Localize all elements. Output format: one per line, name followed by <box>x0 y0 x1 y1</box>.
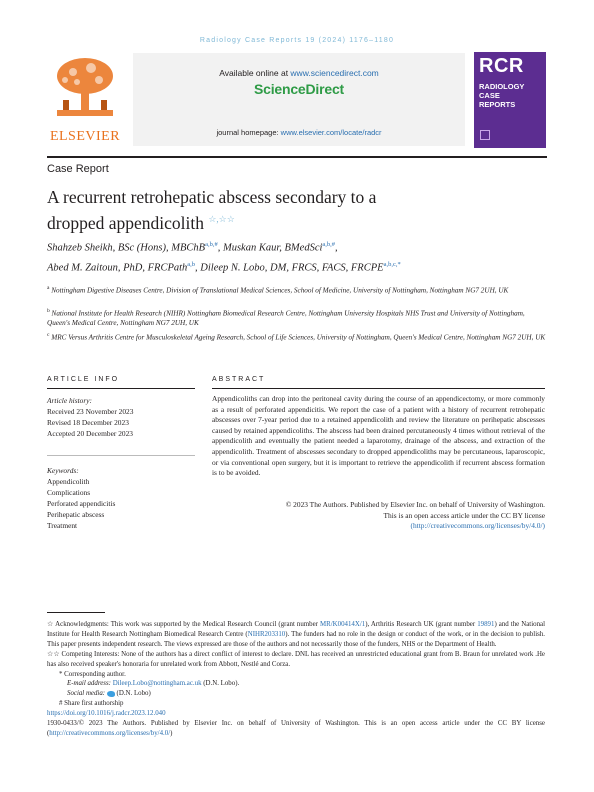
keyword-item: Appendicolith <box>47 477 90 486</box>
affiliation-b <box>47 306 547 328</box>
affiliation-a-text: Nottingham Digestive Diseases Centre, Division of Translational Medical Sciences, School of Medicine, University of Nottingham, Nottingham NG7 2UH, UK <box>51 286 509 295</box>
grant-link-aruk[interactable]: 19891 <box>477 621 495 628</box>
issn-license-line <box>47 719 545 739</box>
cover-title-line2: CASE <box>479 91 500 100</box>
author-sheikh[interactable]: Shahzeb Sheikh, BSc (Hons), MBChB <box>47 242 206 254</box>
abstract-heading: ABSTRACT <box>212 376 266 383</box>
ack-text-3: ) and the National Institute for Health Research Nottingham Biomedical Research Centre ( <box>47 621 545 638</box>
accepted-date: Accepted 20 December 2023 <box>47 429 133 438</box>
social-handle: (D.N. Lobo) <box>116 690 151 698</box>
title-line2: dropped appendicolith <box>47 212 204 233</box>
email-line <box>47 679 545 689</box>
journal-homepage-link[interactable]: www.elsevier.com/locate/radcr <box>280 128 382 137</box>
affiliation-c-label: c <box>47 332 50 338</box>
keywords-block <box>47 465 197 531</box>
author-kaur[interactable]: Muskan Kaur, BMedSci <box>222 242 323 254</box>
affiliation-a <box>47 283 547 295</box>
grant-link-mrc[interactable]: MR/K00414X/1 <box>320 621 366 628</box>
affiliation-c-text: MRC Versus Arthritis Centre for Musculoskeletal Ageing Research, School of Life Sciences, University of Nottingham, Queen's Medical Centre, Nottingham NG7 2UH, UK <box>51 333 546 342</box>
abstract-text: Appendicoliths can drop into the peritoneal cavity during the course of an appendicectomy, or more commonly as a result of perforated appendicitis. We report the case of a patient with a history of recurrent retrohepatic abscesses over 7-year period due to a retained appendicolith and review the literature on perihepatic abscesses caused by retained appendicoliths. The abscess had been drained percutaneously 4 times without retrieval of the appendicolith and eventually the patient needed a laparotomy, drainage of the abscess, and extraction of the appendicolith. Treatment of abscesses secondary to dropped appendicoliths may be percutaneous, laparoscopic, or via conventional open surgery, but it is important to retrieve the appendicolith if recurrent abscess formation is to be avoided. <box>212 394 545 478</box>
journal-homepage-line <box>133 128 465 137</box>
article-type: Case Report <box>47 163 109 175</box>
affiliation-b-text: National Institute for Health Research (NIHR) Nottingham Biomedical Research Centre, Nottingham University Hospitals NHS Trust and University of Nottingham, Queen's Medical Centre, Nottingham NG7 2UH, UK <box>47 309 525 328</box>
keyword-item: Complications <box>47 488 91 497</box>
received-date: Received 23 November 2023 <box>47 407 134 416</box>
email-link[interactable]: Dileep.Lobo@nottingham.ac.uk <box>112 680 202 688</box>
header-divider <box>47 156 547 158</box>
issn-suffix: ) <box>170 729 173 737</box>
journal-cover[interactable] <box>474 52 546 148</box>
acknowledgments-note <box>47 620 545 650</box>
article-info-rule <box>47 388 195 389</box>
author-kaur-sup[interactable]: a,b,# <box>322 241 336 248</box>
article-info-heading: ARTICLE INFO <box>47 376 120 383</box>
abstract-license <box>212 500 545 532</box>
ack-text-1: ☆ Acknowledgments: This work was supported by the Medical Research Council (grant number <box>47 621 321 628</box>
elsevier-tree-icon <box>47 52 123 128</box>
elsevier-wordmark: ELSEVIER <box>49 129 121 144</box>
author-zaitoun[interactable]: Abed M. Zaitoun, PhD, FRCPath <box>47 262 188 273</box>
author-zaitoun-sup[interactable]: a,b <box>187 260 196 268</box>
license-link[interactable]: (http://creativecommons.org/licenses/by/4.0/) <box>410 521 545 531</box>
ack-text-2: ), Arthritis Research UK (grant number <box>365 621 478 628</box>
email-label: E-mail address: <box>67 680 113 688</box>
doi-link[interactable]: https://doi.org/10.1016/j.radcr.2023.12.040 <box>47 710 166 718</box>
affiliation-b-label: b <box>47 308 50 314</box>
history-label: Article history: <box>47 396 92 405</box>
corresponding-author-note: * Corresponding author. <box>59 670 126 678</box>
open-access-line: This is an open access article under the CC BY license <box>383 510 545 520</box>
revised-date: Revised 18 December 2023 <box>47 418 129 427</box>
author-lobo[interactable]: Dileep N. Lobo, DM, FRCS, FACS, FRCPE <box>200 262 384 273</box>
issn-license-link[interactable]: http://creativecommons.org/licenses/by/4.0/ <box>49 729 171 737</box>
cover-title-line3: REPORTS <box>479 100 516 109</box>
cover-title-line1: RADIOLOGY <box>479 82 525 91</box>
social-media-line <box>47 689 545 699</box>
affiliation-c <box>47 330 547 342</box>
article-history <box>47 395 197 439</box>
twitter-icon[interactable] <box>107 691 115 697</box>
sciencedirect-logo[interactable]: ScienceDirect <box>253 81 344 97</box>
grant-link-nihr[interactable]: NIHR203310 <box>247 630 286 638</box>
elsevier-logo[interactable] <box>47 52 123 148</box>
footnote-rule <box>47 612 105 613</box>
article-title <box>47 186 517 234</box>
title-footnote-marks[interactable]: ☆,☆☆ <box>208 214 235 224</box>
footnotes <box>47 620 545 739</box>
author-list: Shahzeb Sheikh, BSc (Hons), MBChB$^{a,b,\#}$, Muskan Kaur, BMedSci$^{a,b,\#}$, Abed M. Zaitoun, PhD, FRCPath$^{a,b}$, Dileep N. Lobo, DM, FRCS, FACS, $FRCPE^{a,b,c,*}$ <box>47 241 401 273</box>
social-label: Social media: <box>67 690 107 698</box>
author-lobo-sup[interactable]: a,b,c,* <box>383 260 401 268</box>
history-rule <box>47 455 195 456</box>
keyword-item: Perihepatic abscess <box>47 510 105 519</box>
author-sheikh-sup[interactable]: a,b,# <box>205 241 218 248</box>
available-online-line <box>133 68 465 78</box>
share-authorship-note: # Share first authorship <box>59 700 124 708</box>
homepage-label: journal homepage: <box>216 128 281 137</box>
title-line1: A recurrent retrohepatic abscess secondary to a <box>47 187 377 207</box>
available-online-label: Available online at <box>219 68 291 78</box>
cover-emblem-icon <box>480 130 490 140</box>
email-suffix: (D.N. Lobo). <box>201 680 240 688</box>
keywords-label: Keywords: <box>47 466 79 475</box>
ack-text-4: ). The funders had no role in the design or conduct of the work, or in the decision to publish. This paper presents independent research. The views expressed are those of the authors and not necessarily those of the funders, NHS or the Department of Health. <box>47 630 545 648</box>
copyright-line: © 2023 The Authors. Published by Elsevier Inc. on behalf of University of Washington. <box>285 500 545 509</box>
keyword-item: Perforated appendicitis <box>47 499 116 508</box>
affiliation-a-label: a <box>47 285 50 291</box>
sciencedirect-url-link[interactable]: www.sciencedirect.com <box>290 68 379 78</box>
running-head: Radiology Case Reports 19 (2024) 1176–1180 <box>199 37 395 44</box>
issn-text: 1930-0433/© 2023 The Authors. Published by Elsevier Inc. on behalf of University of Washington. This is an open access article under the CC BY license ( <box>47 720 545 737</box>
competing-interests-note: ☆☆ Competing Interests: None of the authors has a direct conflict of interest to declare. DNL has received an unrestricted educational grant from B. Braun for unrelated work .He has also received speaker's honoraria for unrelated work from Abbott, Nestlé and Corza. <box>47 650 545 668</box>
cover-acronym: RCR <box>479 55 524 77</box>
abstract-rule <box>212 388 545 389</box>
keyword-item: Treatment <box>47 521 78 530</box>
